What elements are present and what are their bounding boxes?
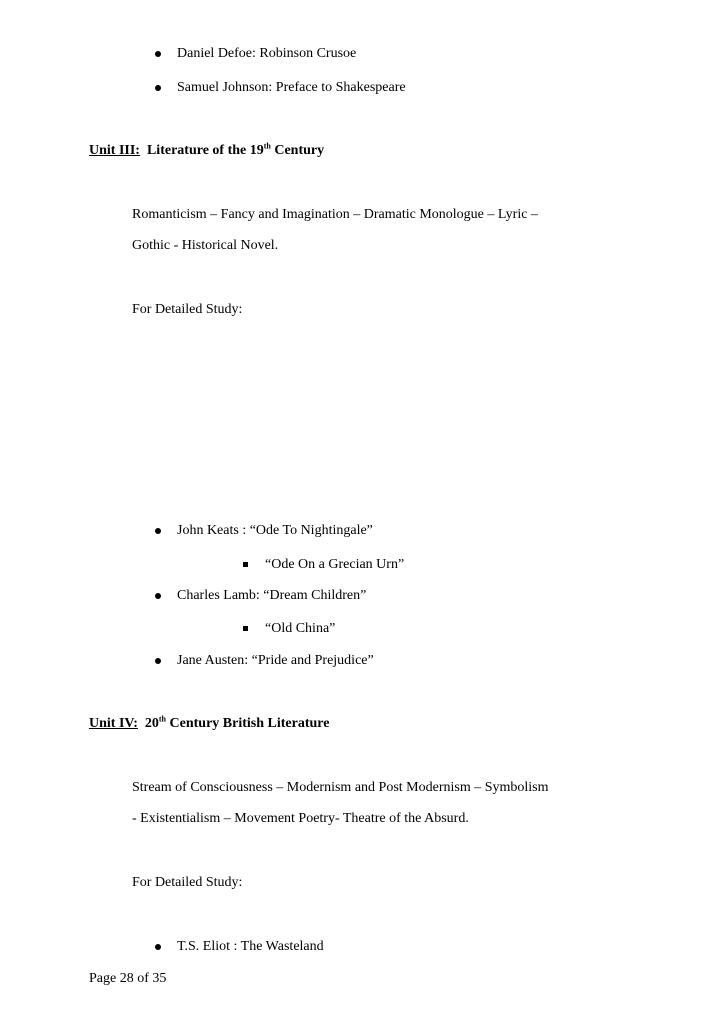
list-item-text: “Ode On a Grecian Urn” [265,557,405,572]
bullet-icon [155,85,161,91]
list-item-text: Daniel Defoe: Robinson Crusoe [177,46,357,61]
unit3-title-sup: th [263,141,271,151]
bullet-icon [155,528,161,534]
unit3-detailed-study: For Detailed Study: [132,302,243,317]
list-item-text: “Old China” [265,621,336,636]
bullet-icon [155,593,161,599]
bullet-icon [155,658,161,664]
list-item [155,79,406,97]
list-item-text: T.S. Eliot : The Wasteland [177,939,324,954]
unit4-title-sup: th [158,714,167,724]
list-item [155,45,356,63]
unit4-heading [89,715,329,733]
unit4-topics-line1: Stream of Consciousness – Modernism and Post Modernism – Symbolism [132,780,549,795]
square-bullet-icon [243,626,248,631]
list-item [155,587,366,605]
list-item-text: Samuel Johnson: Preface to Shakespeare [177,80,406,95]
bullet-icon [155,944,161,950]
list-item-text: John Keats : “Ode To Nightingale” [177,523,373,538]
list-item [155,938,324,956]
list-item-text: Jane Austen: “Pride and Prejudice” [177,653,374,668]
list-item [155,652,374,670]
unit4-title-post: Century British Literature [166,716,330,731]
list-item [155,522,373,540]
unit3-topics-line1: Romanticism – Fancy and Imagination – Dramatic Monologue – Lyric – [132,207,538,222]
unit3-title-pre: Literature of the 19 [146,143,264,158]
bullet-icon [155,51,161,57]
list-subitem [243,620,335,638]
unit4-topics-line2: - Existentialism – Movement Poetry- Theatre of the Absurd. [132,811,469,826]
unit4-label: Unit IV: [89,716,138,731]
unit3-heading [89,142,324,160]
unit3-label: Unit III: [89,143,140,158]
unit3-title-post: Century [270,143,325,158]
page-number: Page 28 of 35 [89,971,167,986]
unit3-topics-line2: Gothic - Historical Novel. [132,238,279,253]
list-subitem [243,556,404,574]
square-bullet-icon [243,562,248,567]
unit4-title-pre: 20 [144,716,159,731]
unit4-detailed-study: For Detailed Study: [132,875,243,890]
list-item-text: Charles Lamb: “Dream Children” [177,588,367,603]
